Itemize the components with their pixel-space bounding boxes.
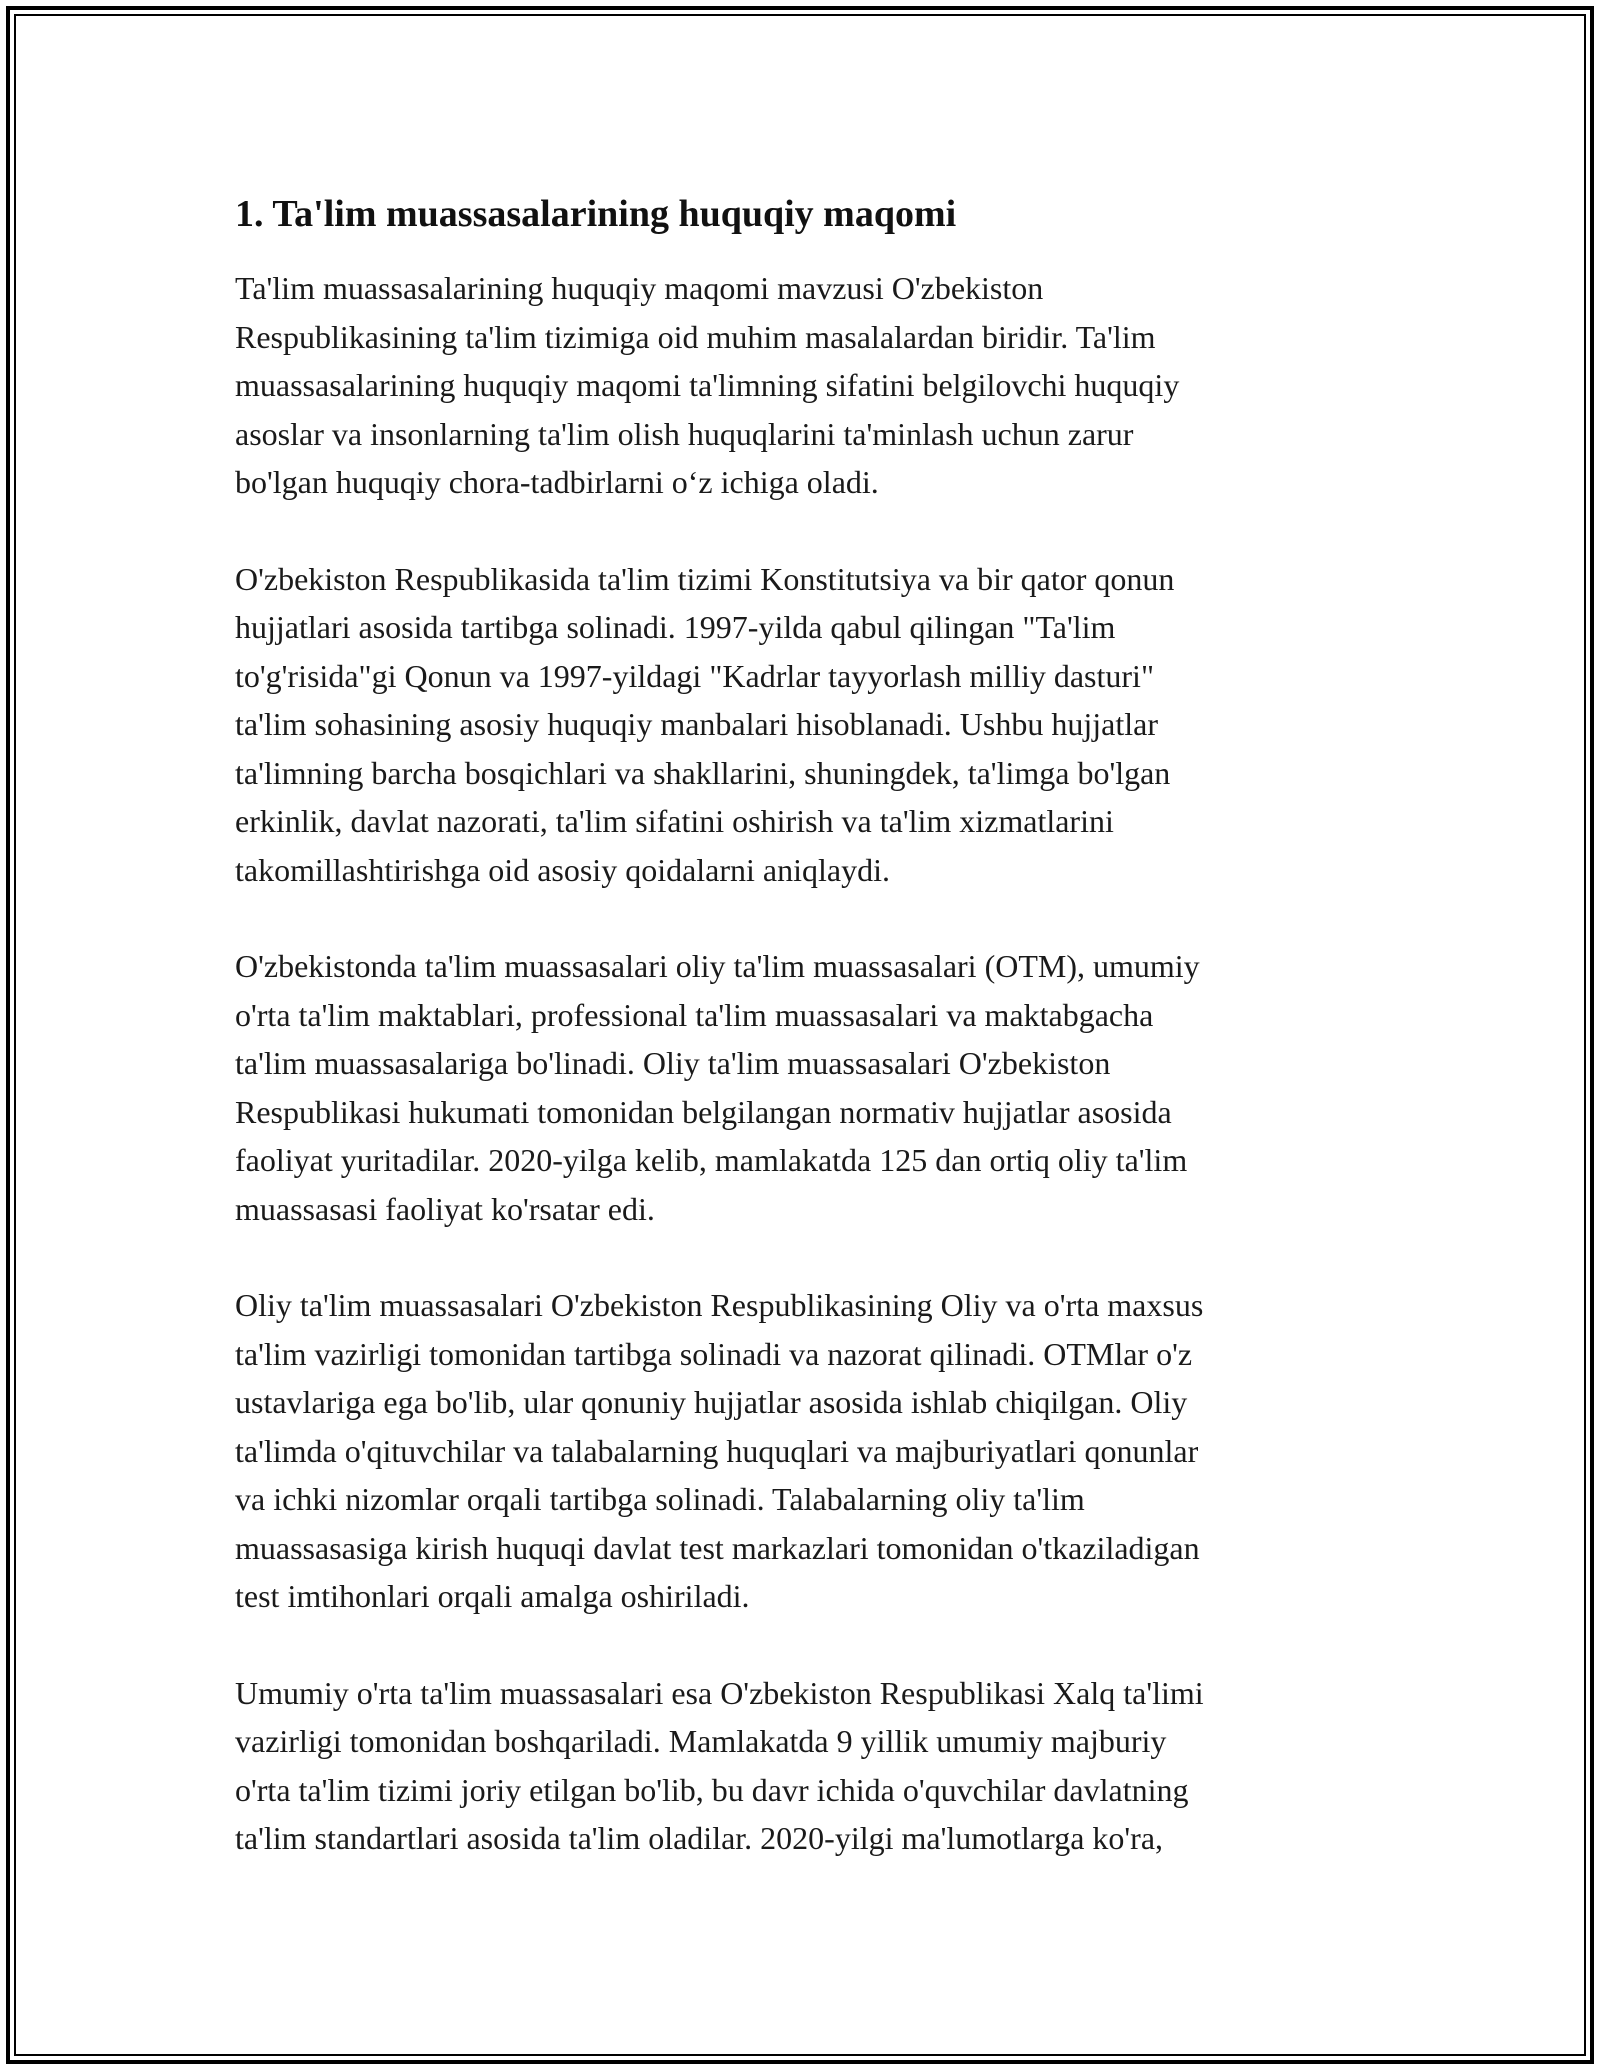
paragraph-4: Oliy ta'lim muassasalari O'zbekiston Respublikasining Oliy va o'rta maxsus ta'lim vazirligi tomonidan tartibga solinadi va nazorat qilinadi. OTMlar o'z ustavlariga ega bo'lib, ular qonuniy hujjatlar asosida ishlab chiqilgan. Oliy ta'limda o'qituvchilar va talabalarning huquqlari va majburiyatlari qonunlar va ichki nizomlar orqali tartibga solinadi. Talabalarning oliy ta'lim muassasasiga kirish huquqi davlat test markazlari tomonidan o'tkaziladigan test imtihonlari orqali amalga oshiriladi. [235, 1287, 1204, 1614]
paragraph-3: O'zbekistonda ta'lim muassasalari oliy ta'lim muassasalari (OTM), umumiy o'rta ta'lim maktablari, professional ta'lim muassasalari va maktabgacha ta'lim muassasalariga bo'linadi. Oliy ta'lim muassasalari O'zbekiston Respublikasi hukumati tomonidan belgilangan normativ hujjatlar asosida faoliyat yuritadilar. 2020-yilga kelib, mamlakatda 125 dan ortiq oliy ta'lim muassasasi faoliyat ko'rsatar edi. [235, 948, 1200, 1227]
section-title: 1. Ta'lim muassasalarining huquqiy maqomi [235, 193, 957, 235]
paragraph-1: Ta'lim muassasalarining huquqiy maqomi mavzusi O'zbekiston Respublikasining ta'lim tizimiga oid muhim masalalardan biridir. Ta'lim muassasalarining huquqiy maqomi ta'limning sifatini belgilovchi huquqiy asoslar va insonlarning ta'lim olish huquqlarini ta'minlash uchun zarur bo'lgan huquqiy chora-tadbirlarni o‘z ichiga oladi. [235, 270, 1180, 500]
document-body [235, 186, 1355, 1911]
paragraph-2: O'zbekiston Respublikasida ta'lim tizimi Konstitutsiya va bir qator qonun hujjatlari asosida tartibga solinadi. 1997-yilda qabul qilingan "Ta'lim to'g'risida"gi Qonun va 1997-yildagi "Kadrlar tayyorlash milliy dasturi" ta'lim sohasining asosiy huquqiy manbalari hisoblanadi. Ushbu hujjatlar ta'limning barcha bosqichlari va shakllarini, shuningdek, ta'limga bo'lgan erkinlik, davlat nazorati, ta'lim sifatini oshirish va ta'lim xizmatlarini takomillashtirishga oid asosiy qoidalarni aniqlaydi. [235, 560, 1175, 888]
paragraph-5: Umumiy o'rta ta'lim muassasalari esa O'zbekiston Respublikasi Xalq ta'limi vazirligi tomonidan boshqariladi. Mamlakatda 9 yillik umumiy majburiy o'rta ta'lim tizimi joriy etilgan bo'lib, bu davr ichida o'quvchilar davlatning ta'lim standartlari asosida ta'lim oladilar. 2020-yilgi ma'lumotlarga ko'ra, [235, 1674, 1204, 1856]
